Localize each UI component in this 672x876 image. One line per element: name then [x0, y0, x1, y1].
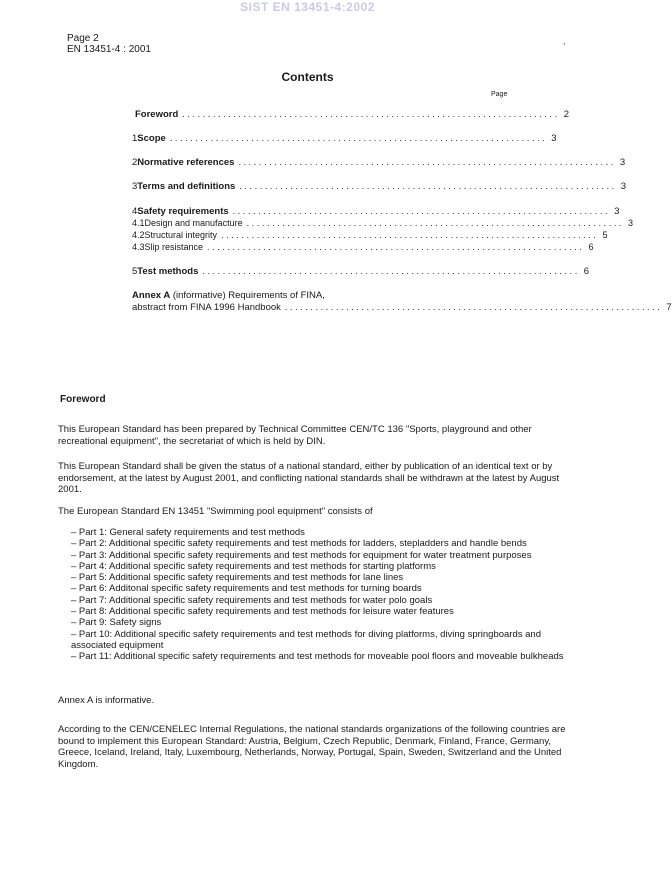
toc-entry-title: Foreword — [135, 109, 179, 120]
toc-entry-safety-requirements — [132, 206, 620, 218]
toc-leader-dots: .......................................................................... — [169, 133, 548, 143]
contents-title: Contents — [281, 70, 334, 84]
toc-leader-dots: .......................................................................... — [246, 218, 625, 228]
parts-list — [71, 527, 576, 663]
toc-entry-title: Design and manufacture — [144, 218, 243, 228]
list-item: – Part 8: Additional specific safety requirements and test methods for leisure water features — [71, 606, 454, 618]
toc-entry-number: 4.3 — [132, 242, 145, 252]
toc-entry-number: 4.2 — [132, 230, 145, 240]
toc-entry-number: 2 — [132, 157, 138, 168]
toc-leader-dots: .......................................................................... — [207, 242, 585, 252]
toc-annex-subtitle: abstract from FINA 1996 Handbook — [132, 302, 281, 313]
toc-leader-dots: .......................................................................... — [182, 109, 560, 119]
toc-entry-title: Structural integrity — [144, 230, 218, 240]
foreword-heading: Foreword — [60, 394, 106, 405]
toc-entry-title: Terms and definitions — [137, 181, 236, 192]
foreword-paragraph-3: The European Standard EN 13451 "Swimming pool equipment" consists of — [58, 506, 373, 517]
toc-leader-dots: .......................................................................... — [284, 302, 663, 312]
toc-entry-number: 4 — [132, 206, 138, 217]
toc-entry-normative-references — [132, 157, 626, 169]
toc-entry-foreword — [132, 109, 570, 121]
toc-entry-number: 3 — [132, 181, 138, 192]
stray-mark: , — [563, 36, 566, 46]
toc-entry-number: 4.1 — [132, 218, 145, 228]
toc-entry-title: Test methods — [137, 266, 199, 277]
toc-leader-dots: .......................................................................... — [239, 181, 617, 191]
toc-entry-page: 3 — [628, 218, 634, 228]
toc-entry-page: 2 — [563, 109, 570, 120]
toc-entry-title: Slip resistance — [144, 242, 204, 252]
list-item: – Part 3: Additional specific safety requirements and test methods for equipment for water treatment purposes — [71, 549, 532, 561]
list-item: – Part 5: Additional specific safety requirements and test methods for lane lines — [71, 572, 404, 584]
toc-entry-title: Safety requirements — [137, 206, 229, 217]
toc-leader-dots: .......................................................................... — [238, 157, 616, 167]
document-number: EN 13451-4 : 2001 — [67, 44, 151, 55]
toc-annex-title: (informative) Requirements of FINA, — [170, 290, 325, 301]
foreword-paragraph-5: According to the CEN/CENELEC Internal Regulations, the national standards organizations of the following countries are bound to implement this European Standard: Austria, Belgium, Czech Republic, Denmark, Finland, France, Germany, Greece, Iceland, Ireland, Italy, Luxembourg, Netherlands, Norway, Portugal, Spain, Sweden, Switzerland and the United Kingdom. — [58, 724, 566, 770]
toc-entry-page: 3 — [614, 206, 620, 217]
toc-entry-structural-integrity — [132, 230, 608, 242]
toc-entry-title: Scope — [137, 133, 166, 144]
toc-entry-page: 3 — [620, 181, 627, 192]
list-item: – Part 9: Safety signs — [71, 617, 162, 629]
watermark: SIST EN 13451-4:2002 — [240, 0, 375, 14]
toc-entry-title: Normative references — [137, 157, 235, 168]
list-item: – Part 1: General safety requirements and test methods — [71, 527, 305, 538]
toc-annex-line-2 — [132, 302, 672, 314]
foreword-paragraph-2: This European Standard shall be given the status of a national standard, either by publication of an identical text or by endorsement, at the latest by August 2001, and conflicting national standards shall be withdrawn at the latest by August 2001. — [58, 461, 560, 495]
list-item: – Part 10: Additional specific safety requirements and test methods for diving platforms, diving springboards and associated equipment — [71, 628, 541, 651]
toc-entry-page: 6 — [588, 242, 594, 252]
toc-entry-test-methods — [132, 266, 590, 278]
toc-entry-design-and-manufacture — [132, 218, 634, 230]
toc-entry-page: 7 — [666, 302, 672, 313]
toc-entry-page: 6 — [583, 266, 590, 277]
toc-leader-dots: .......................................................................... — [221, 230, 599, 240]
toc-entry-slip-resistance — [132, 242, 594, 254]
list-item: – Part 11: Additional specific safety requirements and test methods for moveable pool floors and moveable bulkheads — [71, 651, 564, 663]
toc-entry-scope — [132, 133, 557, 145]
toc-leader-dots: .......................................................................... — [202, 266, 580, 276]
toc-annex-line-1 — [132, 290, 325, 301]
list-item: – Part 4: Additional specific safety requirements and test methods for starting platforms — [71, 560, 436, 572]
toc-entry-page: 5 — [602, 230, 608, 240]
toc-annex-label: Annex A — [132, 290, 171, 301]
toc-entry-terms-and-definitions — [132, 181, 627, 193]
toc-entry-number: 5 — [132, 266, 138, 277]
list-item: – Part 6: Additonal specific safety requirements and test methods for turning boards — [71, 583, 422, 595]
toc-entry-number: 1 — [132, 133, 138, 144]
foreword-paragraph-1: This European Standard has been prepared by Technical Committee CEN/TC 136 "Sports, playground and other recreational equipment", the secretariat of which is held by DIN. — [58, 424, 532, 447]
page-column-label: Page — [491, 91, 508, 98]
list-item: – Part 7: Additional specific safety requirements and test methods for water polo goals — [71, 594, 433, 606]
list-item: – Part 2: Additional specific safety requirements and test methods for ladders, stepladders and handle bends — [71, 538, 527, 550]
toc-leader-dots: .......................................................................... — [232, 206, 611, 216]
toc-entry-page: 3 — [619, 157, 626, 168]
page-label: Page 2 — [67, 33, 99, 44]
toc-entry-page: 3 — [551, 133, 557, 144]
foreword-paragraph-4: Annex A is informative. — [58, 695, 155, 706]
